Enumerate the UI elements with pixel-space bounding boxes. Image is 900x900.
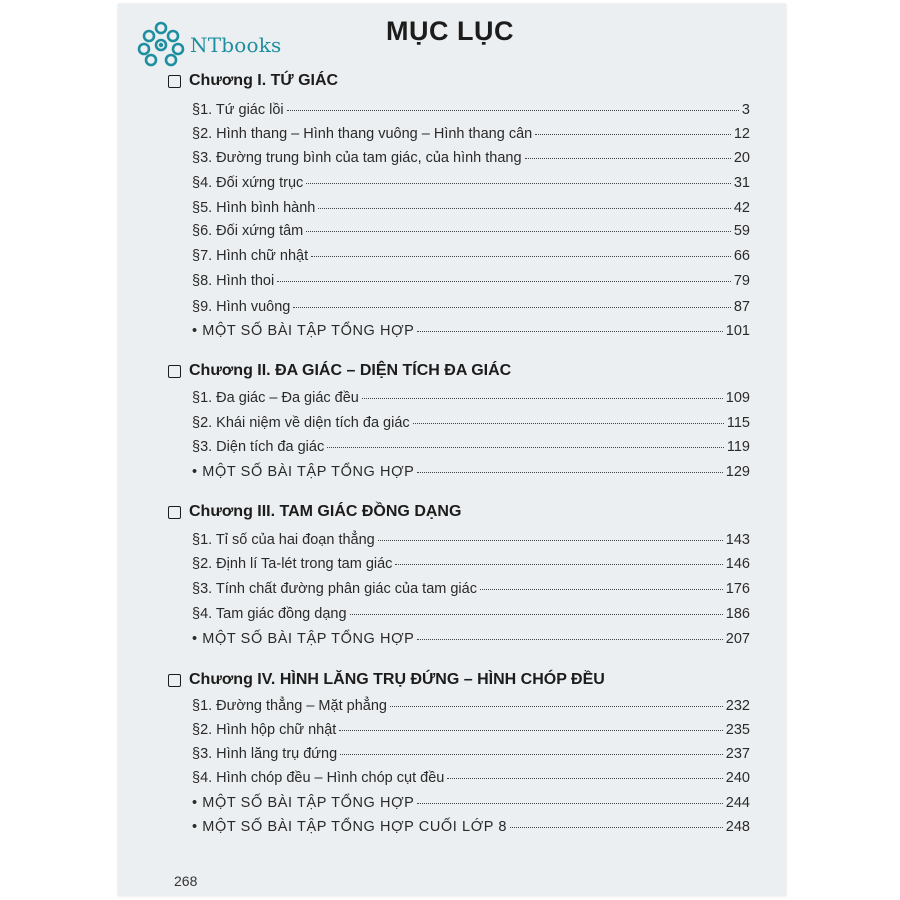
chapter-heading — [168, 671, 605, 689]
entry-page: 207 — [725, 631, 750, 647]
dot-leader — [318, 208, 731, 209]
entry-label: • MỘT SỐ BÀI TẬP TỔNG HỢP — [192, 631, 415, 647]
entry-page: 87 — [733, 299, 750, 315]
entry-page: 248 — [725, 819, 750, 835]
entry-page: 119 — [726, 439, 750, 455]
entry-label: §6. Đối xứng tâm — [192, 223, 304, 239]
dot-leader — [340, 754, 723, 755]
toc-entry — [192, 438, 750, 456]
toc-entry — [192, 745, 750, 763]
entry-label: §2. Hình hộp chữ nhật — [192, 722, 337, 738]
entry-label: §4. Hình chóp đều – Hình chóp cụt đều — [192, 770, 445, 786]
entry-page: 240 — [725, 770, 750, 786]
dot-leader — [362, 398, 723, 399]
toc-entry — [192, 794, 750, 812]
toc-entry — [192, 555, 750, 573]
entry-label: §2. Khái niệm về diện tích đa giác — [192, 415, 410, 431]
dot-leader — [525, 158, 731, 159]
entry-page: 115 — [726, 415, 750, 431]
entry-label: • MỘT SỐ BÀI TẬP TỔNG HỢP — [192, 323, 415, 339]
toc-entry — [192, 247, 750, 265]
entry-label: • MỘT SỐ BÀI TẬP TỔNG HỢP — [192, 464, 415, 480]
chapter-title: Chương III. TAM GIÁC ĐỒNG DẠNG — [189, 503, 462, 520]
entry-label: • MỘT SỐ BÀI TẬP TỔNG HỢP — [192, 795, 415, 811]
dot-leader — [417, 639, 722, 640]
entry-page: 143 — [725, 532, 750, 548]
entry-label: §5. Hình bình hành — [192, 200, 316, 216]
dot-leader — [480, 589, 723, 590]
entry-label: §3. Đường trung bình của tam giác, của hình thang — [192, 150, 522, 166]
entry-label: §1. Tứ giác lồi — [192, 102, 284, 118]
dot-leader — [293, 307, 731, 308]
toc-entry — [192, 531, 750, 549]
entry-label: §8. Hình thoi — [192, 273, 275, 289]
toc-entry — [192, 630, 750, 648]
entry-page: 176 — [725, 581, 750, 597]
entry-page: 186 — [725, 606, 750, 622]
toc-entry — [192, 580, 750, 598]
dot-leader — [339, 730, 722, 731]
toc-entry — [192, 605, 750, 623]
entry-label: §3. Diện tích đa giác — [192, 439, 325, 455]
dot-leader — [311, 256, 731, 257]
dot-leader — [306, 231, 731, 232]
toc-entry — [192, 298, 750, 316]
checkbox-icon — [168, 506, 181, 519]
entry-page: 31 — [733, 175, 750, 191]
checkbox-icon — [168, 75, 181, 88]
dot-leader — [350, 614, 723, 615]
entry-page: 59 — [733, 223, 750, 239]
dot-leader — [417, 803, 722, 804]
toc-entry — [192, 769, 750, 787]
entry-label: • MỘT SỐ BÀI TẬP TỔNG HỢP CUỐI LỚP 8 — [192, 819, 508, 835]
entry-page: 42 — [733, 200, 750, 216]
toc-entry — [192, 272, 750, 290]
entry-page: 146 — [725, 556, 750, 572]
dot-leader — [413, 423, 724, 424]
page-number: 268 — [174, 873, 198, 889]
entry-page: 129 — [725, 464, 750, 480]
entry-label: §1. Đa giác – Đa giác đều — [192, 390, 359, 406]
chapter-heading — [168, 362, 511, 380]
entry-label: §4. Tam giác đồng dạng — [192, 606, 347, 622]
chapter-title: Chương IV. HÌNH LĂNG TRỤ ĐỨNG – HÌNH CHÓP ĐỀU — [189, 671, 605, 688]
toc-entry — [192, 174, 750, 192]
chapter-title: Chương II. ĐA GIÁC – DIỆN TÍCH ĐA GIÁC — [189, 362, 512, 379]
dot-leader — [417, 331, 722, 332]
logo-text: NTbooks — [190, 33, 282, 57]
dot-leader — [277, 281, 731, 282]
chapter-title: Chương I. TỨ GIÁC — [189, 72, 339, 89]
chapter-heading — [168, 72, 338, 90]
toc-entry — [192, 414, 750, 432]
toc-entry — [192, 125, 750, 143]
chapter-heading — [168, 503, 461, 521]
toc-entry — [192, 389, 750, 407]
entry-page: 66 — [733, 248, 750, 264]
toc-entry — [192, 463, 750, 481]
dot-leader — [327, 447, 724, 448]
entry-page: 232 — [725, 698, 750, 714]
dot-leader — [378, 540, 723, 541]
entry-page: 3 — [741, 102, 750, 118]
toc-entry — [192, 101, 750, 119]
checkbox-icon — [168, 674, 181, 687]
dot-leader — [417, 472, 722, 473]
entry-label: §2. Định lí Ta-lét trong tam giác — [192, 556, 393, 572]
entry-label: §9. Hình vuông — [192, 299, 291, 315]
entry-label: §7. Hình chữ nhật — [192, 248, 309, 264]
entry-label: §1. Đường thẳng – Mặt phẳng — [192, 698, 387, 714]
entry-page: 12 — [733, 126, 750, 142]
entry-label: §3. Tính chất đường phân giác của tam giác — [192, 581, 477, 597]
toc-entry — [192, 222, 750, 240]
entry-label: §2. Hình thang – Hình thang vuông – Hình thang cân — [192, 126, 533, 142]
entry-page: 20 — [733, 150, 750, 166]
entry-page: 101 — [725, 323, 750, 339]
entry-label: §3. Hình lăng trụ đứng — [192, 746, 338, 762]
dot-leader — [535, 134, 731, 135]
entry-page: 235 — [725, 722, 750, 738]
entry-page: 244 — [725, 795, 750, 811]
toc-entry — [192, 697, 750, 715]
checkbox-icon — [168, 365, 181, 378]
toc-entry — [192, 818, 750, 836]
dot-leader — [306, 183, 731, 184]
toc-entry — [192, 322, 750, 340]
dot-leader — [287, 110, 739, 111]
toc-entry — [192, 199, 750, 217]
dot-leader — [510, 827, 723, 828]
entry-label: §4. Đối xứng trục — [192, 175, 304, 191]
dot-leader — [390, 706, 723, 707]
toc-entry — [192, 149, 750, 167]
entry-page: 79 — [733, 273, 750, 289]
dot-leader — [395, 564, 722, 565]
entry-label: §1. Tỉ số của hai đoạn thẳng — [192, 532, 375, 548]
page-title: MỤC LỤC — [386, 16, 514, 46]
entry-page: 237 — [725, 746, 750, 762]
entry-page: 109 — [725, 390, 750, 406]
dot-leader — [447, 778, 722, 779]
toc-entry — [192, 721, 750, 739]
